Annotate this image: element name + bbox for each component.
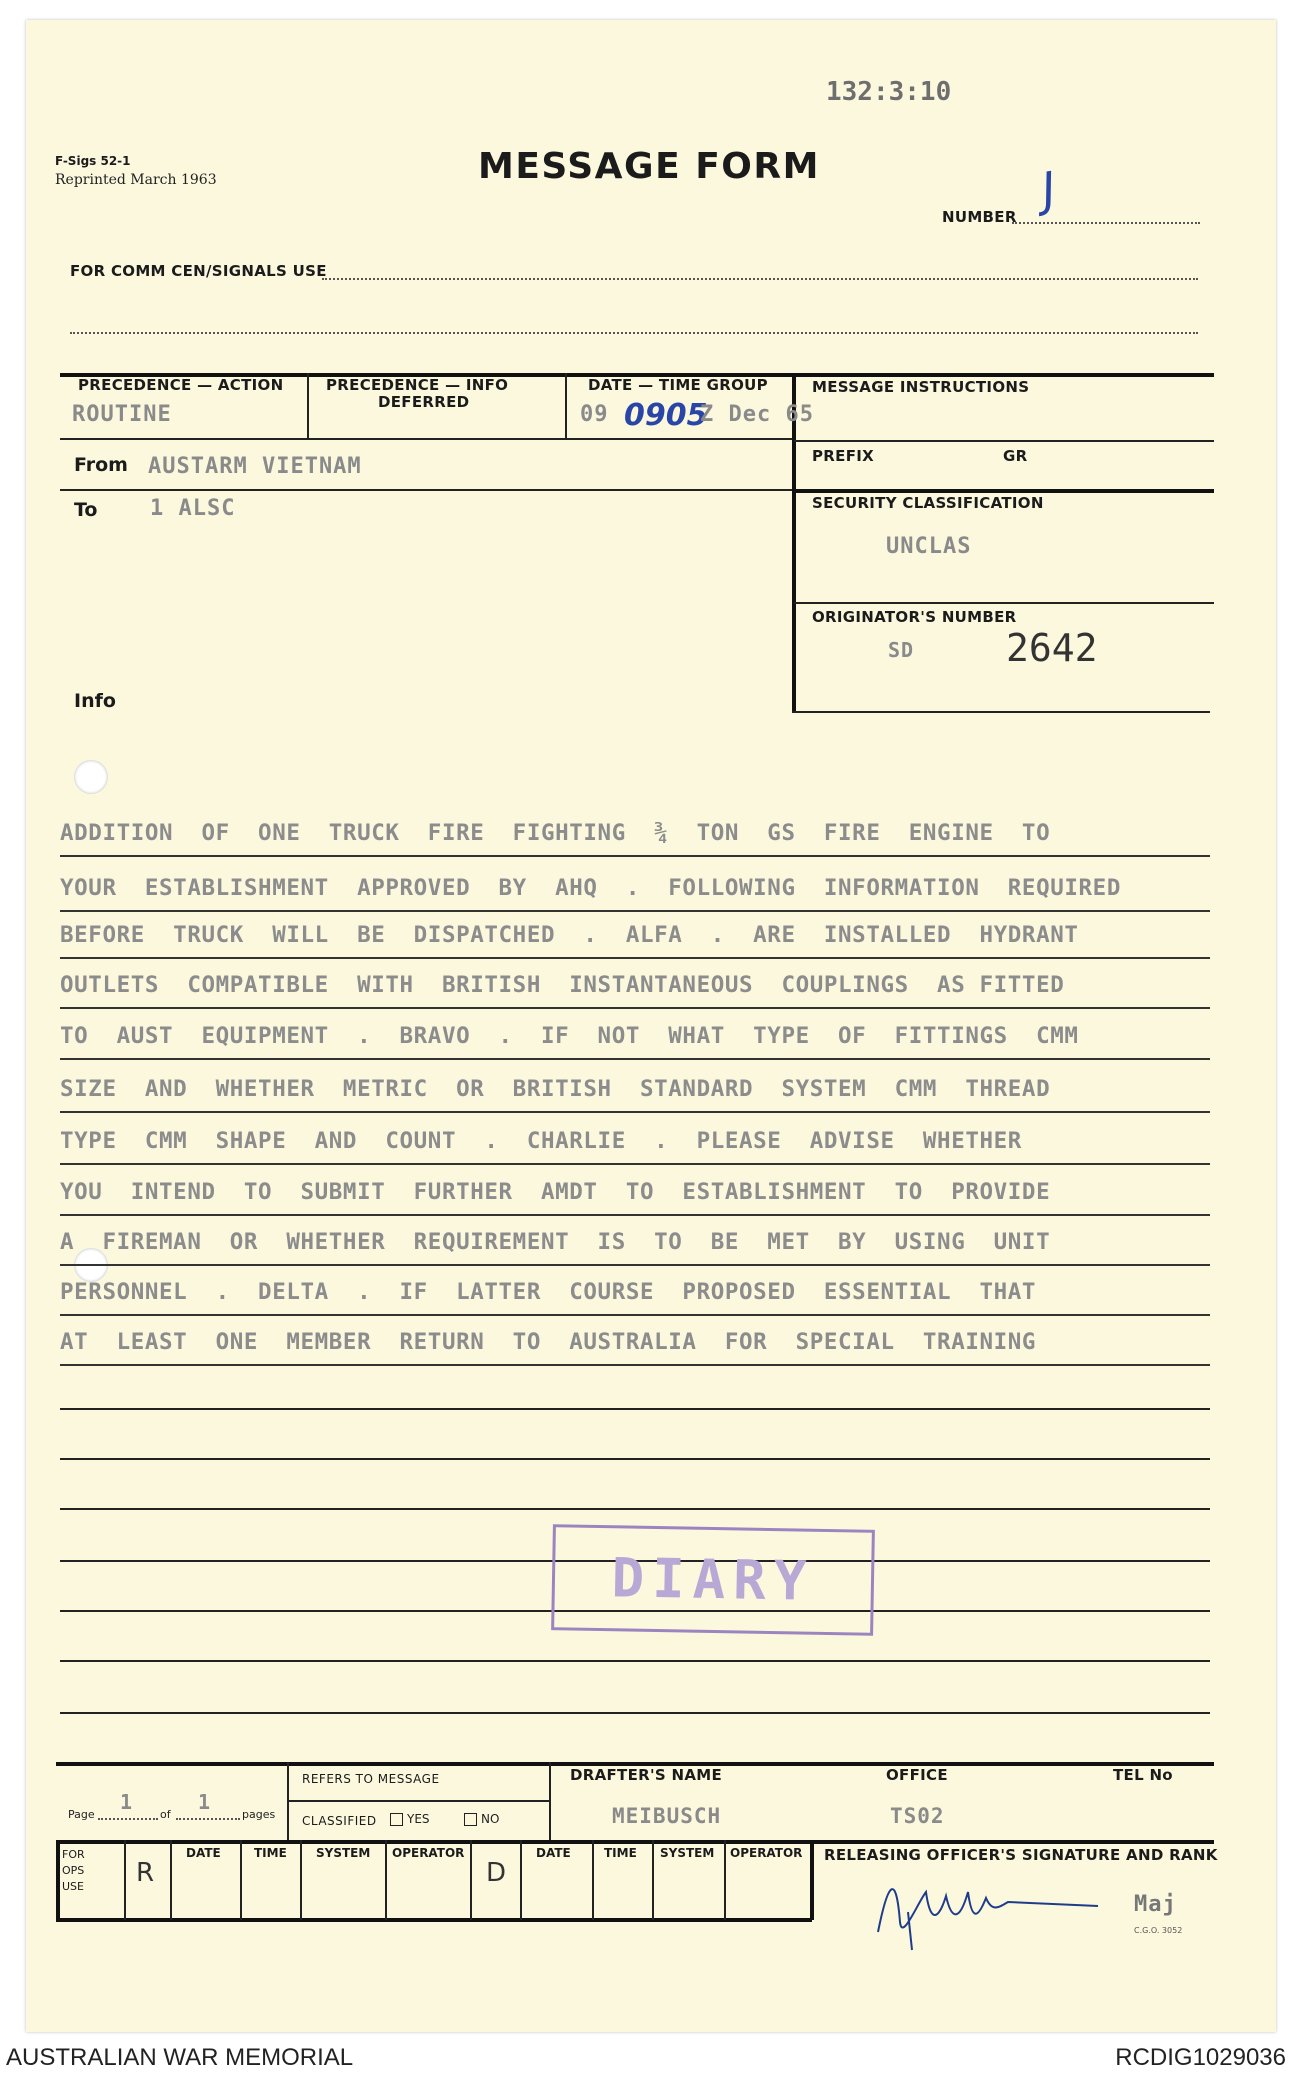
message-line-9: A FIREMAN OR WHETHER REQUIREMENT IS TO BE MET BY USING UNIT bbox=[60, 1220, 1210, 1266]
originator-number-label: ORIGINATOR'S NUMBER bbox=[812, 608, 1017, 626]
blank-line-2 bbox=[60, 1458, 1210, 1460]
page-title: MESSAGE FORM bbox=[478, 146, 820, 187]
message-line-5: TO AUST EQUIPMENT . BRAVO . IF NOT WHAT TYPE OF FITTINGS CMM bbox=[60, 1014, 1210, 1060]
for-ops-label-3: USE bbox=[62, 1880, 84, 1893]
system-label-r: SYSTEM bbox=[316, 1846, 371, 1860]
ops-left-border bbox=[56, 1840, 60, 1920]
classified-label: CLASSIFIED bbox=[302, 1814, 377, 1828]
message-line-2: YOUR ESTABLISHMENT APPROVED BY AHQ . FOLLOWING INFORMATION REQUIRED bbox=[60, 866, 1210, 912]
page-total-dots bbox=[176, 1818, 240, 1820]
classified-yes[interactable] bbox=[390, 1812, 430, 1826]
tel-no-label: TEL No bbox=[1113, 1766, 1173, 1784]
page-label: Page bbox=[68, 1808, 95, 1821]
message-line-8: YOU INTEND TO SUBMIT FURTHER AMDT TO ESTABLISHMENT TO PROVIDE bbox=[60, 1170, 1210, 1216]
stamped-number: 132:3:10 bbox=[826, 77, 952, 107]
drafters-name-label: DRAFTER'S NAME bbox=[570, 1766, 723, 1784]
dtg-label: DATE — TIME GROUP bbox=[588, 376, 768, 394]
precedence-info-label: PRECEDENCE — INFO bbox=[326, 376, 509, 394]
yes-label: YES bbox=[407, 1812, 430, 1826]
dtg-day: 09 bbox=[580, 402, 609, 427]
reprint-note: Reprinted March 1963 bbox=[55, 172, 217, 188]
drafters-name-value: MEIBUSCH bbox=[612, 1804, 722, 1828]
dtg-rest: Z Dec 65 bbox=[700, 402, 814, 427]
blank-line-7 bbox=[60, 1712, 1210, 1714]
footer-institution: AUSTRALIAN WAR MEMORIAL bbox=[6, 2044, 354, 2071]
message-line-11: AT LEAST ONE MEMBER RETURN TO AUSTRALIA FOR SPECIAL TRAINING bbox=[60, 1320, 1210, 1366]
from-value: AUSTARM VIETNAM bbox=[148, 454, 362, 479]
ops-divider-11 bbox=[810, 1840, 814, 1920]
message-line-3: BEFORE TRUCK WILL BE DISPATCHED . ALFA . ARE INSTALLED HYDRANT bbox=[60, 913, 1210, 959]
ops-row-top-rule bbox=[56, 1840, 1214, 1844]
for-ops-label-2: OPS bbox=[62, 1864, 85, 1877]
security-bottom-rule bbox=[794, 602, 1214, 604]
ops-divider-3 bbox=[240, 1840, 242, 1920]
originator-number: 2642 bbox=[1006, 626, 1098, 670]
for-ops-label-1: FOR bbox=[62, 1848, 85, 1861]
r-label: R bbox=[136, 1858, 155, 1888]
time-label-r: TIME bbox=[254, 1846, 287, 1860]
office-value: TS02 bbox=[890, 1804, 945, 1828]
yes-checkbox[interactable] bbox=[390, 1813, 403, 1826]
pages-label: pages bbox=[242, 1808, 276, 1821]
no-checkbox[interactable] bbox=[464, 1813, 477, 1826]
ops-divider-5 bbox=[385, 1840, 387, 1920]
blank-line-6 bbox=[60, 1660, 1210, 1662]
refers-split-rule bbox=[287, 1800, 549, 1802]
instructions-bottom-rule bbox=[794, 440, 1214, 442]
operator-label-r: OPERATOR bbox=[392, 1846, 465, 1860]
page-current: 1 bbox=[120, 1790, 134, 1814]
office-label: OFFICE bbox=[886, 1766, 948, 1784]
page-total: 1 bbox=[198, 1790, 212, 1814]
precedence-action-label: PRECEDENCE — ACTION bbox=[78, 376, 284, 394]
diary-stamp: DIARY bbox=[551, 1524, 875, 1636]
originator-bottom-rule bbox=[792, 711, 1210, 713]
time-label-d: TIME bbox=[604, 1846, 637, 1860]
refers-drafter-divider bbox=[549, 1762, 551, 1840]
ops-divider-10 bbox=[724, 1840, 726, 1920]
to-value: 1 ALSC bbox=[150, 496, 236, 521]
comm-cen-dotted-line-1 bbox=[322, 278, 1198, 280]
blank-line-1 bbox=[60, 1408, 1210, 1410]
page-current-dots bbox=[98, 1818, 158, 1820]
classified-no[interactable] bbox=[464, 1812, 499, 1826]
precedence-info-deferred: DEFERRED bbox=[378, 393, 470, 411]
security-classification-value: UNCLAS bbox=[886, 534, 972, 559]
ops-divider-1 bbox=[124, 1840, 126, 1920]
prefix-label: PREFIX bbox=[812, 447, 874, 465]
refers-to-message-label: REFERS TO MESSAGE bbox=[302, 1772, 440, 1786]
precedence-divider-1 bbox=[307, 373, 309, 439]
message-instructions-label: MESSAGE INSTRUCTIONS bbox=[812, 378, 1030, 396]
prefix-bottom-rule bbox=[792, 489, 1214, 493]
from-label: From bbox=[74, 454, 128, 476]
ops-divider-2 bbox=[170, 1840, 172, 1920]
precedence-divider-2 bbox=[565, 373, 567, 439]
date-label-d: DATE bbox=[536, 1846, 571, 1860]
date-label-r: DATE bbox=[186, 1846, 221, 1860]
ops-divider-9 bbox=[652, 1840, 654, 1920]
message-line-10: PERSONNEL . DELTA . IF LATTER COURSE PROPOSED ESSENTIAL THAT bbox=[60, 1270, 1210, 1316]
footer-record-id: RCDIG1029036 bbox=[1115, 2044, 1286, 2071]
form-reference-code: F-Sigs 52-1 bbox=[55, 154, 131, 168]
number-value: J bbox=[1037, 161, 1061, 217]
d-label: D bbox=[486, 1858, 507, 1888]
dtg-time: 0905 bbox=[624, 398, 708, 433]
ops-divider-6 bbox=[470, 1840, 472, 1920]
header-bottom-rule bbox=[60, 438, 792, 440]
message-line-1: ADDITION OF ONE TRUCK FIRE FIGHTING ¾ TON GS FIRE ENGINE TO bbox=[60, 811, 1210, 857]
message-line-4: OUTLETS COMPATIBLE WITH BRITISH INSTANTANEOUS COUPLINGS AS FITTED bbox=[60, 963, 1210, 1009]
info-label: Info bbox=[74, 690, 116, 712]
printer-mark: C.G.O. 3052 bbox=[1134, 1926, 1183, 1935]
message-line-7: TYPE CMM SHAPE AND COUNT . CHARLIE . PLEASE ADVISE WHETHER bbox=[60, 1119, 1210, 1165]
to-label: To bbox=[74, 499, 98, 521]
of-label: of bbox=[160, 1808, 171, 1821]
number-label: NUMBER bbox=[942, 208, 1017, 226]
punch-hole-top bbox=[74, 760, 108, 794]
from-bottom-rule bbox=[60, 489, 792, 491]
ops-divider-4 bbox=[300, 1840, 302, 1920]
number-underline bbox=[1012, 222, 1200, 224]
system-label-d: SYSTEM bbox=[660, 1846, 715, 1860]
rank-value: Maj bbox=[1134, 1892, 1177, 1917]
comm-cen-label: FOR COMM CEN/SIGNALS USE bbox=[70, 262, 327, 280]
ops-divider-8 bbox=[592, 1840, 594, 1920]
releasing-officer-label: RELEASING OFFICER'S SIGNATURE AND RANK bbox=[824, 1846, 1218, 1864]
comm-cen-dotted-line-2 bbox=[70, 332, 1198, 334]
gr-label: GR bbox=[1003, 447, 1028, 465]
officer-signature bbox=[868, 1862, 1108, 1952]
operator-label-d: OPERATOR bbox=[730, 1846, 803, 1860]
message-line-6: SIZE AND WHETHER METRIC OR BRITISH STANDARD SYSTEM CMM THREAD bbox=[60, 1067, 1210, 1113]
ops-divider-7 bbox=[520, 1840, 522, 1920]
security-classification-label: SECURITY CLASSIFICATION bbox=[812, 494, 1044, 512]
precedence-action-value: ROUTINE bbox=[72, 402, 172, 427]
no-label: NO bbox=[481, 1812, 500, 1826]
originator-prefix: SD bbox=[888, 638, 915, 662]
blank-line-3 bbox=[60, 1508, 1210, 1510]
